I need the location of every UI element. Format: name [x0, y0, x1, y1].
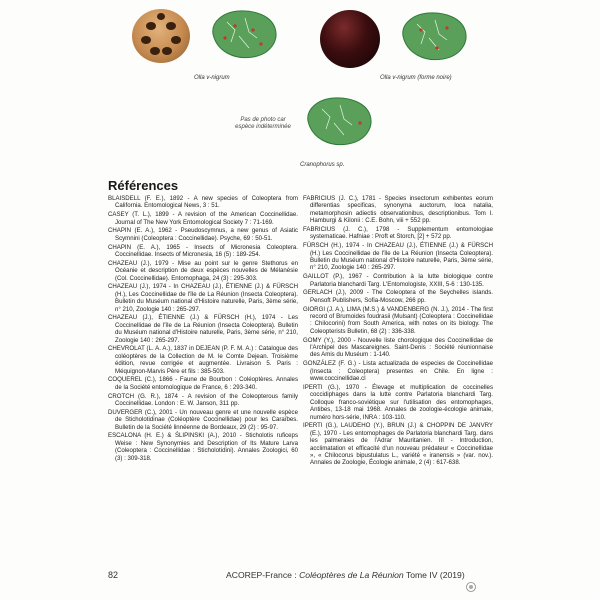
references-heading: Références	[108, 178, 179, 193]
footer-publisher: ACOREP-France :	[226, 570, 300, 580]
reference-entry: CHAZEAU (J.), 1974 - In CHAZEAU (J.), ÉTIENNE (J.) & FÜRSCH (H.), Les Coccinellidae de l'île de La Réunion (Insecta Coleoptera). Bulletin du Muséum national d'Histoire naturelle, Paris, 3ème série, n° 210, Zoologie 140 : 265-297.	[108, 283, 298, 313]
reference-entry: BLAISDELL (F. E.), 1892 - A new species of Coleoptera from California. Entomological News, 3 : 51.	[108, 195, 298, 210]
ladybird-photo-olla-v-nigrum	[132, 9, 190, 63]
reference-entry: CHAPIN (E. A.), 1965 - Insects of Micronesia Coleoptera. Coccinellidae. Insects of Micronesia, 16 (5) : 189-254.	[108, 243, 298, 259]
figure-caption: Olla v-nigrum	[194, 75, 230, 81]
publisher-logo-icon	[466, 582, 476, 592]
figure-caption: Cranophorus sp.	[300, 162, 345, 168]
no-photo-note-line: Pas de photo car	[240, 117, 286, 123]
no-photo-note	[233, 117, 293, 131]
reference-entry: GAILLOT (P.), 1967 - Contribution à la lutte biologique contre Parlatoria blanchardi Targ. L'Entomologiste, XXIII, 5-6 : 130-135.	[303, 273, 493, 288]
reference-entry: COQUEREL (C.), 1866 - Faune de Bourbon : Coléoptères. Annales de la Société entomologique de France, 6 : 293-340.	[108, 376, 298, 391]
reunion-distribution-map-1	[205, 8, 279, 60]
page-number: 82	[108, 570, 119, 580]
footer-title: Coléoptères de La Réunion	[299, 570, 404, 580]
reference-entry: CROTCH (G. R.), 1874 - A revision of the Coleopterous family Coccinellidae. London : E. W. Janson, 311 pp.	[108, 392, 298, 408]
reference-entry: CHAPIN (E. A.), 1962 - Pseudoscymnus, a new genus of Asiatic Scymnini (Coleoptera : Coccinellidae). Psyche, 69 : 50-51.	[108, 227, 298, 242]
reference-entry: IPERTI (G.), LAUDEHO (Y.), BRUN (J.) & CHOPPIN DE JANVRY (E.), 1970 - Les entomophages de Parlatoria blanchardi Targ. dans les palmeraies de l'Adrar Mauritanien. III - Introduction, acclimatation et efficacité d'un nouveau prédateur « Coccinellidae », « Chilocorus bipustulatus L., variété « iranensis » (var. nov.). Annales de Zoologie, Écologie animale, 2 (4) : 617-638.	[303, 422, 493, 467]
reunion-distribution-map-2	[395, 10, 469, 62]
running-footer	[226, 570, 465, 580]
reference-entry: CHAZEAU (J.), ÉTIENNE (J.) & FÜRSCH (H.), 1974 - Les Coccinellidae de l'île de La Réunion (Insecta Coleoptera). Bulletin du Muséum national d'Histoire naturelle, Paris, 3ème série, n° 210, Zoologie 140 : 265-297.	[108, 314, 298, 344]
figure-caption: Olla v-nigrum (forme noire)	[380, 75, 452, 81]
references-column-right	[303, 195, 493, 468]
footer-volume: Tome IV (2019)	[403, 570, 465, 580]
no-photo-note-line: espèce indéterminée	[235, 124, 291, 130]
reference-entry: CHAZEAU (J.), 1979 - Mise au point sur le genre Stethorus en Océanie et description de deux espèces nouvelles de Mélanésie (Col. Coccinellidae). Entomophaga, 24 (3) : 295-303.	[108, 259, 298, 282]
reference-entry: GOMY (Y.), 2000 - Nouvelle liste chorologique des Coccinellidae de l'Archipel des Mascareignes. Saint-Denis : Société réunionnaise des Amis du Muséum : 1-140.	[303, 336, 493, 359]
reference-entry: CHEVROLAT (L. A. A.), 1837 in DEJEAN (P. F. M. A.) : Catalogue des coléoptères de la Collection de M. le Comte Dejean. Troisième édition, revue corrigée et augmentée. Livraison 5. Paris : Méquignon-Marvis Père et fils : 385-503.	[108, 345, 298, 375]
references-column-left	[108, 195, 298, 464]
reference-entry: FÜRSCH (H.), 1974 - In CHAZEAU (J.), ÉTIENNE (J.) & FÜRSCH (H.) Les Coccinellidae de l'île de La Réunion (Insecta Coleoptera). Bulletin du Muséum national d'Histoire naturelle, Paris, 3ème série, n° 210, Zoologie 140 : 265-297.	[303, 242, 493, 272]
reference-entry: GIORGI (J. A.), LIMA (M.S.) & VANDENBERG (N. J.), 2014 - The first record of Brumoides foudrasii (Mulsant) (Coleoptera : Coccinellidae : Chilocorini) from South America, with notes on its biology. The Coleopterists Bulletin, 68 (2) : 336-338.	[303, 305, 493, 335]
reference-entry: GERLACH (J.), 2009 - The Coleoptera of the Seychelles islands. Pensoft Publishers, Sofia-Moscow, 266 pp.	[303, 289, 493, 304]
reference-entry: ESCALONA (H. E.) & ŚLIPINSKI (A.), 2010 - Sticholotis ruficeps Weise : New Synonymies and Description of Its Mature Larva (Coleoptera : Coccinellidae : Sticholotidini). Annales Zoologici, 60 (3) : 309-318.	[108, 432, 298, 462]
reference-entry: GONZÁLEZ (F. G.) - Lista actualizada de especies de Coccinellidae (Insecta : Coleoptera) presentes en Chile. En ligne : www.coccinellidae.cl	[303, 360, 493, 383]
reference-entry: IPERTI (G.), 1970 - Élevage et multiplication de coccinelles coccidiphages dans la lutte contre Parlatoria blanchardi Targ. Colloque franco-soviétique sur l'utilisation des entomophages, Antibes, 13-18 mai 1968. Annales de zoologie-écologie animale, numéro hors-série, INRA : 103-110.	[303, 383, 493, 421]
reunion-distribution-map-3	[300, 95, 374, 147]
ladybird-photo-olla-v-nigrum-black-form	[320, 10, 380, 68]
reference-entry: FABRICIUS (J. C.), 1781 - Species insectorum exhibentes eorum differentias specificas, synonyma auctorum, loca natalia, metamorphosin adiectis observationibus, descriptionibus. Tom I. Hamburgi & Kilonii : C.E. Bohn, viii + 552 pp.	[303, 195, 493, 225]
reference-entry: DUVERGER (C.), 2001 - Un nouveau genre et une nouvelle espèce de Sticholotidinae (Coléoptère Coccinellidae) pour les Caraïbes. Bulletin de la Société linnéenne de Bordeaux, 29 (2) : 95-97.	[108, 408, 298, 431]
reference-entry: CASEY (T. L.), 1899 - A revision of the American Coccinellidae. Journal of The New York Entomological Society 7 : 71-169.	[108, 211, 298, 226]
reference-entry: FABRICIUS (J. C.), 1798 - Supplementum entomologiae systematicae. Hafniae : Proft et Storch, [2] + 572 pp.	[303, 226, 493, 241]
